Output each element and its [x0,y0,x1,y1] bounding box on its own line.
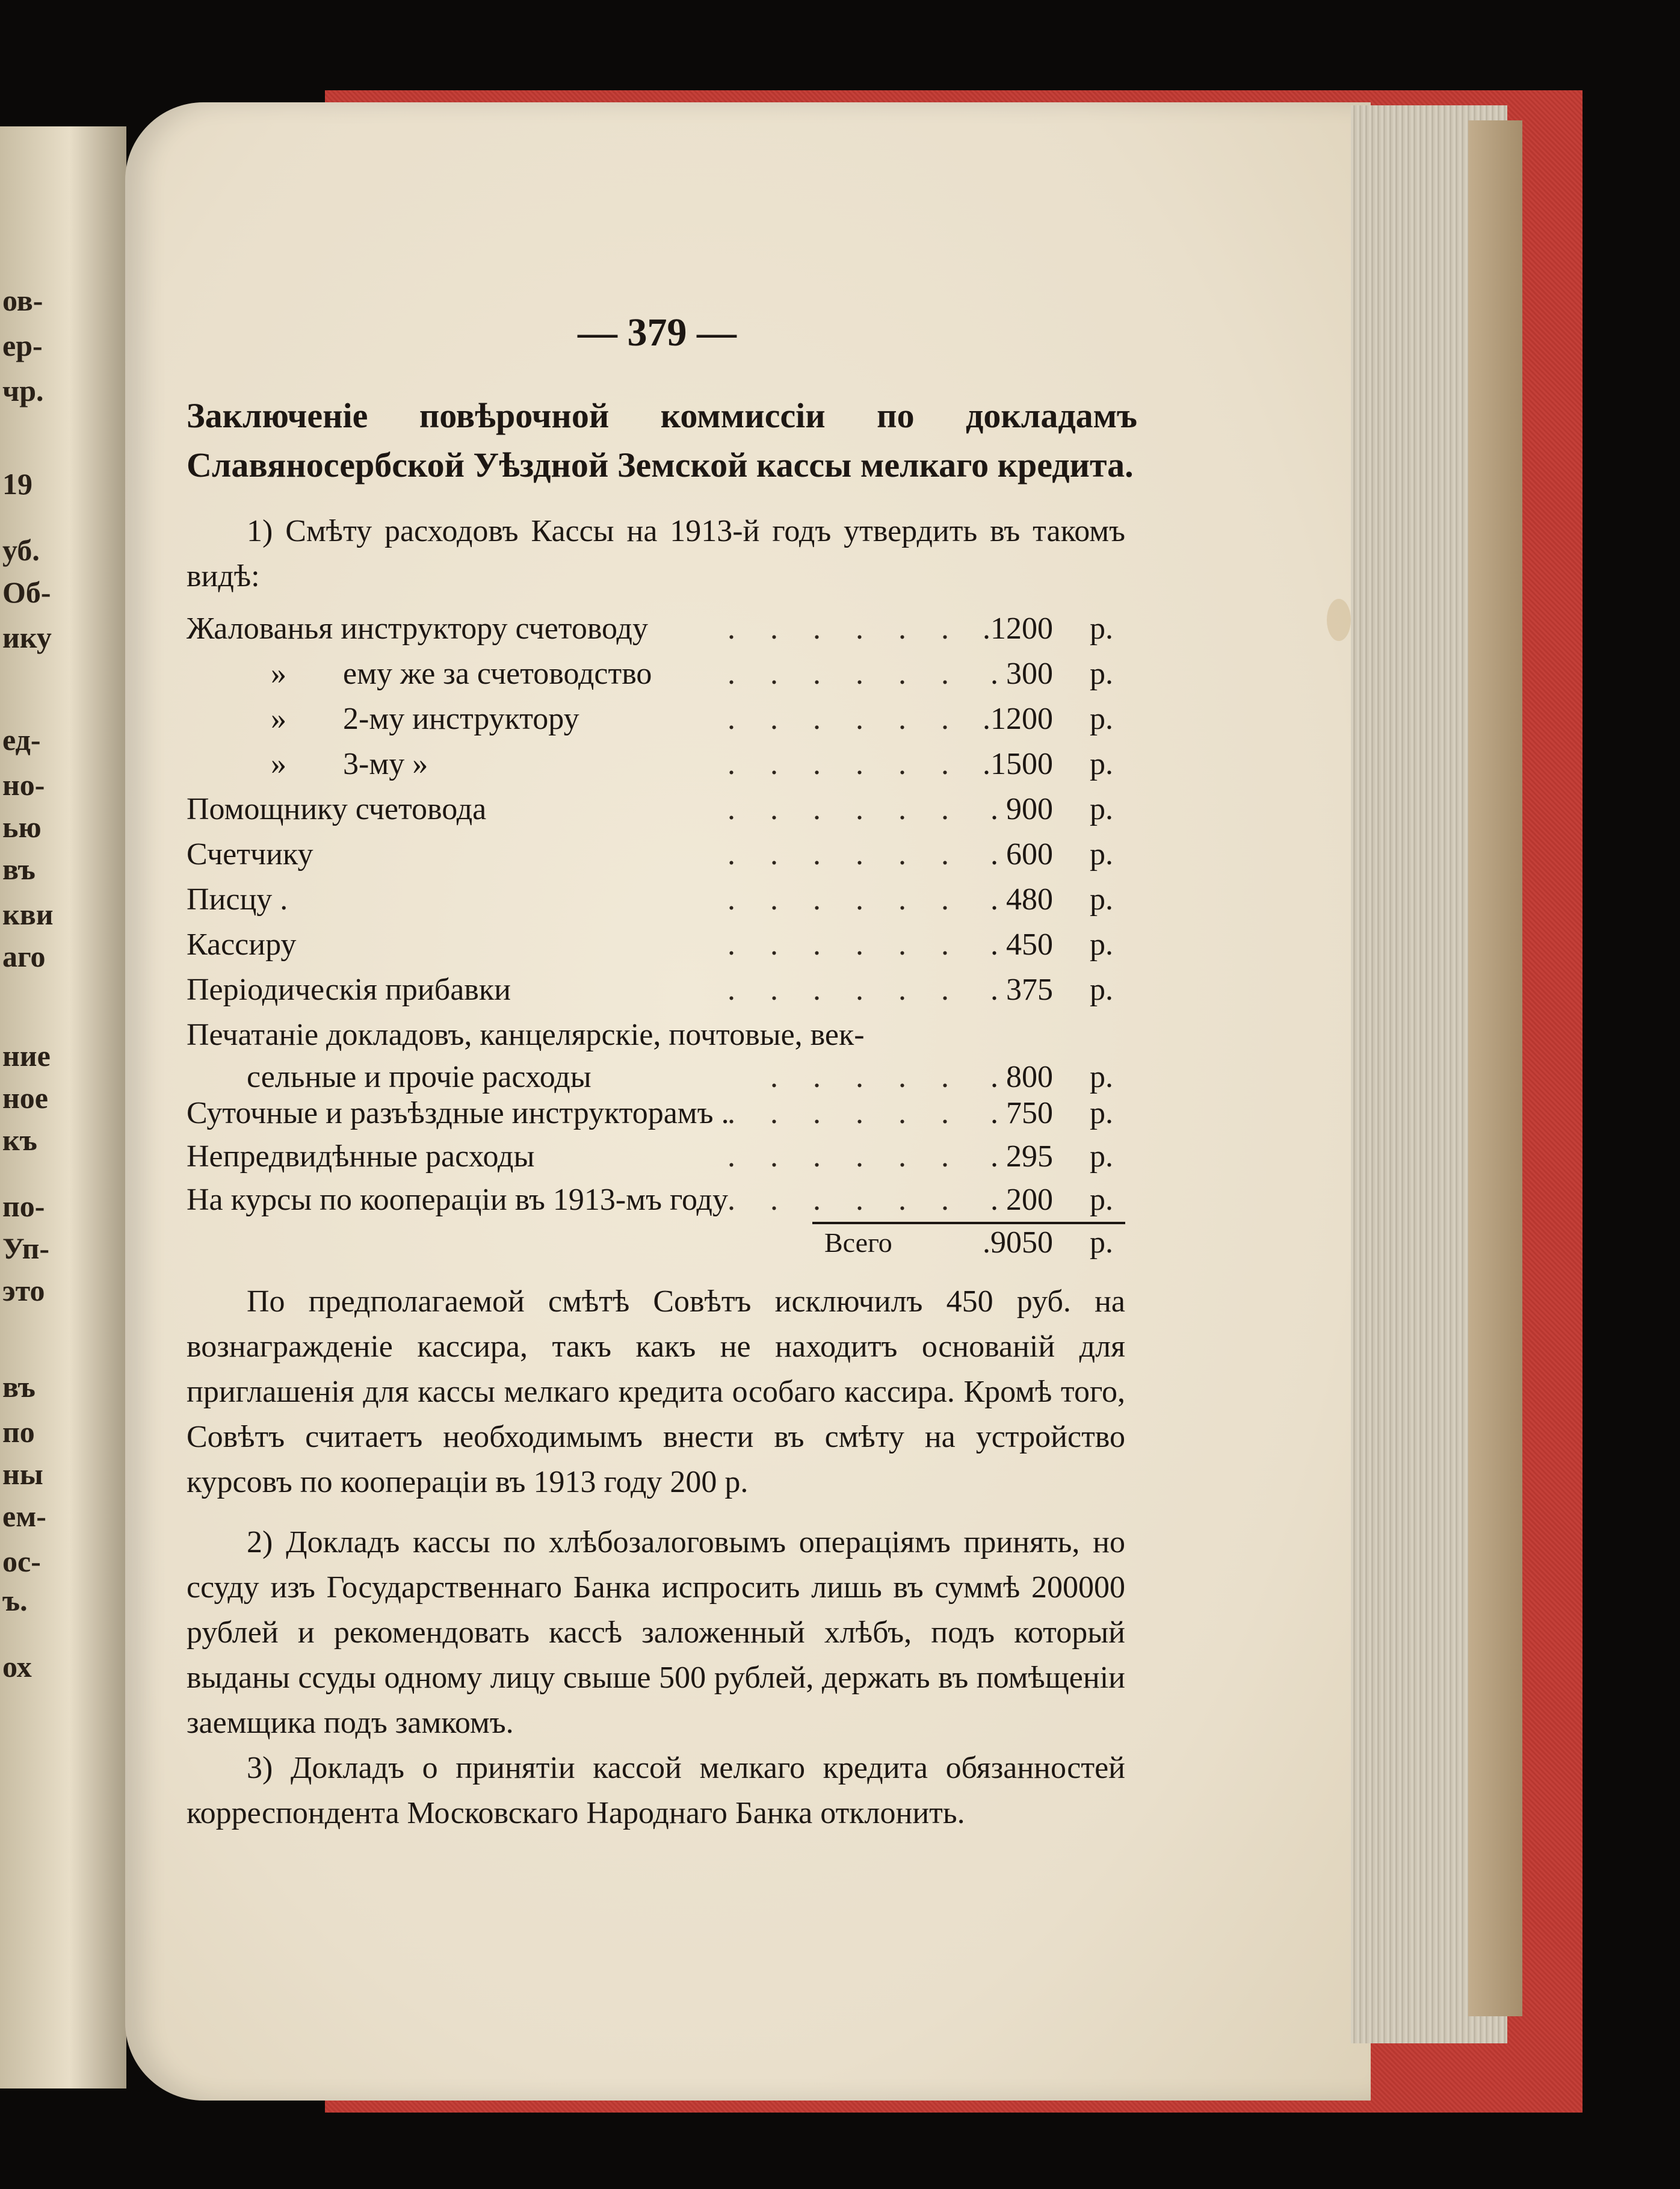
budget-row-unit: р. [1090,611,1113,646]
left-page-fragment: въ [2,1370,36,1404]
budget-row-label: Жалованья инструктору счетоводу [187,611,648,646]
budget-row [187,743,1125,785]
left-page-fragment: уб. [2,533,40,567]
budget-row-label: Кассиру [187,927,297,962]
left-page-fragment: аго [2,940,46,973]
budget-row-amount: . 750 [990,1096,1053,1130]
budget-row-label: Помощнику счетовода [187,792,487,826]
budget-row [187,1136,1125,1178]
budget-row-amount: . 480 [990,882,1053,917]
left-page-fragment: ер- [2,329,43,362]
budget-row [187,608,1125,650]
left-page [0,126,126,2088]
section-title: Заключеніе повѣрочной коммиссіи по докладамъ Славяносербской Уѣздной Земской кассы мелкаго кредита. [187,396,1137,485]
leader-dots: ...... [727,747,984,781]
item-2-paragraph: 2) Докладъ кассы по хлѣбозалоговымъ операціямъ принять, но ссуду изъ Государственнаго Банка испросить лишь въ суммѣ 200000 рублей и рекомендовать кассѣ заложенный хлѣбъ, подъ который выданы ссуды одному лицу свыше 500 рублей, держать въ помѣщеніи заемщика подъ замкомъ. [187,1525,1125,1740]
budget-row-unit: р. [1090,792,1113,826]
budget-row-label: Печатаніе докладовъ, канцелярскіе, почтовые, век- [187,1018,865,1052]
budget-row-label: ему же за счетоводство [343,657,652,691]
leader-dots: ..... [770,1060,984,1094]
budget-row [187,924,1125,966]
page-stain [1327,599,1351,641]
budget-row-amount: . 450 [990,927,1053,962]
page-number: — 379 — [578,311,737,355]
ditto-mark: » [271,702,286,736]
total-amount: .9050 [983,1225,1053,1260]
budget-row-amount: .1500 [983,747,1053,781]
left-page-fragment: ед- [2,723,41,757]
left-page-fragment: ику [2,621,52,654]
budget-row-amount: . 375 [990,973,1053,1007]
budget-row [187,1092,1125,1135]
budget-row [187,698,1125,740]
left-page-fragment: въ [2,852,36,886]
left-page-fragment: но- [2,768,45,802]
back-board [1468,120,1522,2016]
left-page-fragment: ов- [2,283,43,317]
total-label: Всего [824,1227,892,1258]
budget-row [187,653,1125,695]
leader-dots: ...... [727,973,984,1007]
leader-dots: ...... [727,837,984,872]
left-page-fragment: ох [2,1650,32,1683]
budget-row-printing [187,1014,1125,1056]
left-page-fragment: по- [2,1189,45,1223]
budget-row-unit: р. [1090,1139,1113,1174]
budget-row-amount: . 295 [990,1139,1053,1174]
budget-row-unit: р. [1090,1183,1113,1217]
budget-row-unit: р. [1090,882,1113,917]
left-page-fragment: ем- [2,1499,46,1533]
left-page-fragment: это [2,1274,45,1307]
total-unit: р. [1090,1225,1113,1260]
left-page-fragment: ны [2,1457,43,1491]
budget-total [187,1222,1125,1264]
budget-row-amount: .1200 [983,611,1053,646]
ditto-mark: » [271,747,286,781]
left-page-fragment: кви [2,897,54,931]
left-page-fragment: ъ. [2,1584,28,1617]
left-page-fragment: ос- [2,1544,41,1578]
budget-row-label: 2-му инструктору [343,702,579,736]
budget-row-label: Писцу . [187,882,288,917]
leader-dots: ...... [727,1139,984,1174]
budget-row-unit: р. [1090,927,1113,962]
budget-row [187,1179,1125,1221]
budget-row-label: На курсы по кооперацiи въ 1913-мъ году [187,1183,728,1217]
budget-row-label: Суточные и разъѣздные инструкторамъ . [187,1096,729,1130]
budget-row-unit: р. [1090,837,1113,872]
leader-dots: ...... [727,657,984,691]
budget-row-amount: . 800 [990,1060,1053,1094]
left-page-fragment: ью [2,810,42,844]
council-paragraph: По предполагаемой смѣтѣ Совѣтъ исключилъ 450 руб. на вознагражденіе кассира, такъ какъ не находитъ основаній для приглашенія для кассы мелкаго кредита особаго кассира. Кромѣ того, Совѣтъ считаетъ необходимымъ внести въ смѣту на устройство курсовъ по кооперацiи въ 1913 году 200 р. [187,1284,1125,1499]
budget-row-label: 3-му » [343,747,428,781]
left-page-fragment: Уп- [2,1231,50,1265]
leader-dots: ...... [727,1096,984,1130]
budget-row-unit: р. [1090,747,1113,781]
budget-row-label: Счетчику [187,837,313,872]
budget-row-amount: . 300 [990,657,1053,691]
budget-row-unit: р. [1090,702,1113,736]
leader-dots: ...... [727,882,984,917]
page-text [187,0,1137,2189]
budget-row [187,788,1125,831]
budget-row-amount: . 200 [990,1183,1053,1217]
item-3-paragraph: 3) Докладъ о принятіи кассой мелкаго кредита обязанностей корреспондента Московскаго Народнаго Банка отклонить. [187,1751,1125,1830]
budget-row-label: Періодическія прибавки [187,973,511,1007]
budget-row-unit: р. [1090,973,1113,1007]
left-page-fragment: чр. [2,374,44,407]
leader-dots: ...... [727,1183,984,1217]
budget-row-unit: р. [1090,657,1113,691]
leader-dots: ...... [727,702,984,736]
budget-row [187,969,1125,1011]
budget-row-unit: р. [1090,1096,1113,1130]
budget-row-label: Непредвидѣнные расходы [187,1139,535,1174]
ditto-mark: » [271,657,286,691]
left-page-fragment: Об- [2,575,51,609]
item-1-intro: 1) Смѣту расходовъ Кассы на 1913-й годъ утвердить въ такомъ видѣ: [187,514,1125,593]
budget-row [187,834,1125,876]
left-page-fragment: ное [2,1081,49,1115]
left-page-fragment: 19 [2,467,32,501]
budget-row [187,879,1125,921]
left-page-fragment: по [2,1415,35,1449]
left-page-fragment: къ [2,1123,37,1157]
left-page-fragment: ние [2,1039,51,1073]
budget-row-amount: . 900 [990,792,1053,826]
budget-row-amount: .1200 [983,702,1053,736]
budget-row-unit: р. [1090,1060,1113,1094]
leader-dots: ...... [727,927,984,962]
leader-dots: ...... [727,792,984,826]
leader-dots: ...... [727,611,984,646]
budget-row-amount: . 600 [990,837,1053,872]
budget-row-label: сельные и прочіе расходы [247,1060,591,1094]
